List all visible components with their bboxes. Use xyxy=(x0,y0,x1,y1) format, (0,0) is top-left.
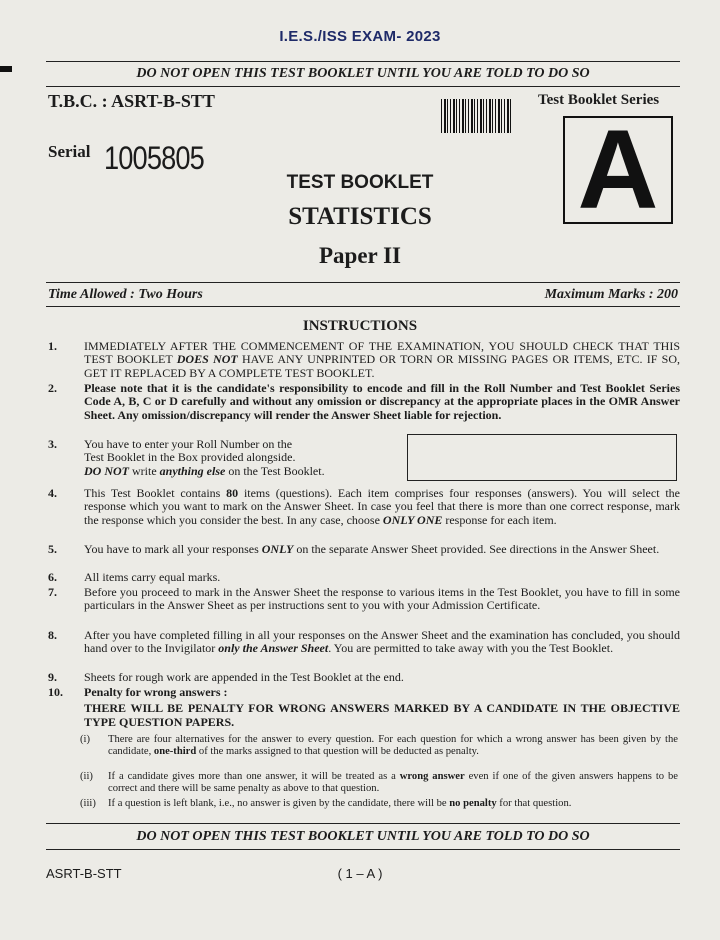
instruction-text: You have to mark all your responses ONLY on the separate Answer Sheet provided. See directions in the Answer Sheet. xyxy=(84,542,660,556)
penalty-item xyxy=(80,771,678,795)
item-number: 5. xyxy=(48,542,57,556)
instructions-heading: INSTRUCTIONS xyxy=(302,318,418,334)
bottom-warning: DO NOT OPEN THIS TEST BOOKLET UNTIL YOU ARE TOLD TO DO SO xyxy=(136,829,590,844)
footer-code: ASRT-B-STT xyxy=(46,866,122,881)
instruction-item xyxy=(48,629,680,656)
instruction-text: This Test Booklet contains 80 items (questions). Each item comprises four responses (answers). You will select the response which you want to mark on the Answer Sheet. In case you feel that there is more than one correct response, mark the response which you consider the best. In any case, choose ONLY ONE response for each item. xyxy=(84,486,680,527)
series-label: Test Booklet Series xyxy=(538,92,660,108)
penalty-number: (i) xyxy=(80,734,90,745)
bottom-rule-2 xyxy=(46,849,680,850)
booklet-title: TEST BOOKLET xyxy=(286,172,434,193)
instruction-text: All items carry equal marks. xyxy=(84,570,221,584)
penalty-number: (ii) xyxy=(80,771,93,782)
item-number: 4. xyxy=(48,486,57,500)
instruction-text: Before you proceed to mark in the Answer Sheet the response to various items in the Test Booklet, you have to fill in some particulars in the Answer Sheet as per instructions sent to you with your Admission Certificate. xyxy=(84,585,680,613)
penalty-notice: THERE WILL BE PENALTY FOR WRONG ANSWERS MARKED BY A CANDIDATE IN THE OBJECTIVE TYPE QUESTION PAPERS. xyxy=(84,701,680,729)
paper-title: Paper II xyxy=(319,243,401,268)
instruction-item xyxy=(48,543,680,556)
series-letter: A xyxy=(577,107,659,232)
subject-title: STATISTICS xyxy=(288,203,432,230)
instruction-text: Sheets for rough work are appended in the Test Booklet at the end. xyxy=(84,670,404,684)
instruction-item xyxy=(48,671,680,684)
item-number: 8. xyxy=(48,628,57,642)
item-number: 3. xyxy=(48,437,57,451)
penalty-text: If a question is left blank, i.e., no answer is given by the candidate, there will be no penalty for that question. xyxy=(108,798,572,809)
instruction-text: You have to enter your Roll Number on the Test Booklet in the Box provided alongside. DO NOT write anything else on the Test Booklet. xyxy=(84,437,325,478)
penalty-item xyxy=(80,734,678,758)
time-allowed: Time Allowed : Two Hours xyxy=(48,287,203,302)
instruction-text: Please note that it is the candidate's responsibility to encode and fill in the Roll Number and Test Booklet Series Code A, B, C or D carefully and without any omission or discrepancy at the appropriate places in the OMR Answer Sheet. Any omission/discrepancy will render the Answer Sheet liable for rejection. xyxy=(84,381,680,422)
instruction-text: IMMEDIATELY AFTER THE COMMENCEMENT OF THE EXAMINATION, YOU SHOULD CHECK THAT THIS TEST BOOKLET DOES NOT HAVE ANY UNPRINTED OR TORN OR MISSING PAGES OR ITEMS, ETC. IF SO, GET IT REPLACED BY A COMPLETE TEST BOOKLET. xyxy=(84,339,680,380)
meta-rule-bottom xyxy=(46,306,680,307)
instruction-item xyxy=(48,571,680,584)
instruction-text: After you have completed filling in all your responses on the Answer Sheet and the examination has concluded, you should hand over to the Invigilator only the Answer Sheet. You are permitted to take away with you the Test Booklet. xyxy=(84,628,680,656)
scan-mark xyxy=(0,66,12,72)
penalty-text: If a candidate gives more than one answer, it will be treated as a wrong answer even if one of the given answers happens to be correct and there will be same penalty as above to that question. xyxy=(108,771,678,794)
top-warning: DO NOT OPEN THIS TEST BOOKLET UNTIL YOU ARE TOLD TO DO SO xyxy=(136,66,590,81)
item-number: 10. xyxy=(48,685,63,699)
page-number: ( 1 – A ) xyxy=(337,866,383,881)
barcode xyxy=(441,99,511,133)
penalty-item xyxy=(80,798,678,810)
test-booklet-code: T.B.C. : ASRT-B-STT xyxy=(48,91,215,111)
bottom-rule xyxy=(46,823,680,824)
serial-number: 1005805 xyxy=(104,140,204,176)
item-number: 6. xyxy=(48,570,57,584)
item-number: 2. xyxy=(48,381,57,395)
item-number: 1. xyxy=(48,339,57,353)
serial-label: Serial xyxy=(48,142,91,161)
instruction-item xyxy=(48,382,680,422)
meta-rule-top xyxy=(46,282,680,283)
top-rule-2 xyxy=(46,86,680,87)
penalty-heading: Penalty for wrong answers : xyxy=(84,685,228,699)
instruction-item xyxy=(48,586,680,613)
instruction-item xyxy=(48,340,680,380)
instruction-item xyxy=(48,487,680,527)
exam-header: I.E.S./ISS EXAM- 2023 xyxy=(279,28,441,45)
item-number: 9. xyxy=(48,670,57,684)
maximum-marks: Maximum Marks : 200 xyxy=(544,287,678,302)
instruction-item xyxy=(48,686,680,729)
item-number: 7. xyxy=(48,585,57,599)
penalty-text: There are four alternatives for the answer to every question. For each question for which a wrong answer has been given by the candidate, one-third of the marks assigned to that question will be deducted as penalty. xyxy=(108,734,678,757)
penalty-number: (iii) xyxy=(80,798,96,809)
roll-number-box[interactable] xyxy=(407,434,677,481)
top-rule xyxy=(46,61,680,62)
